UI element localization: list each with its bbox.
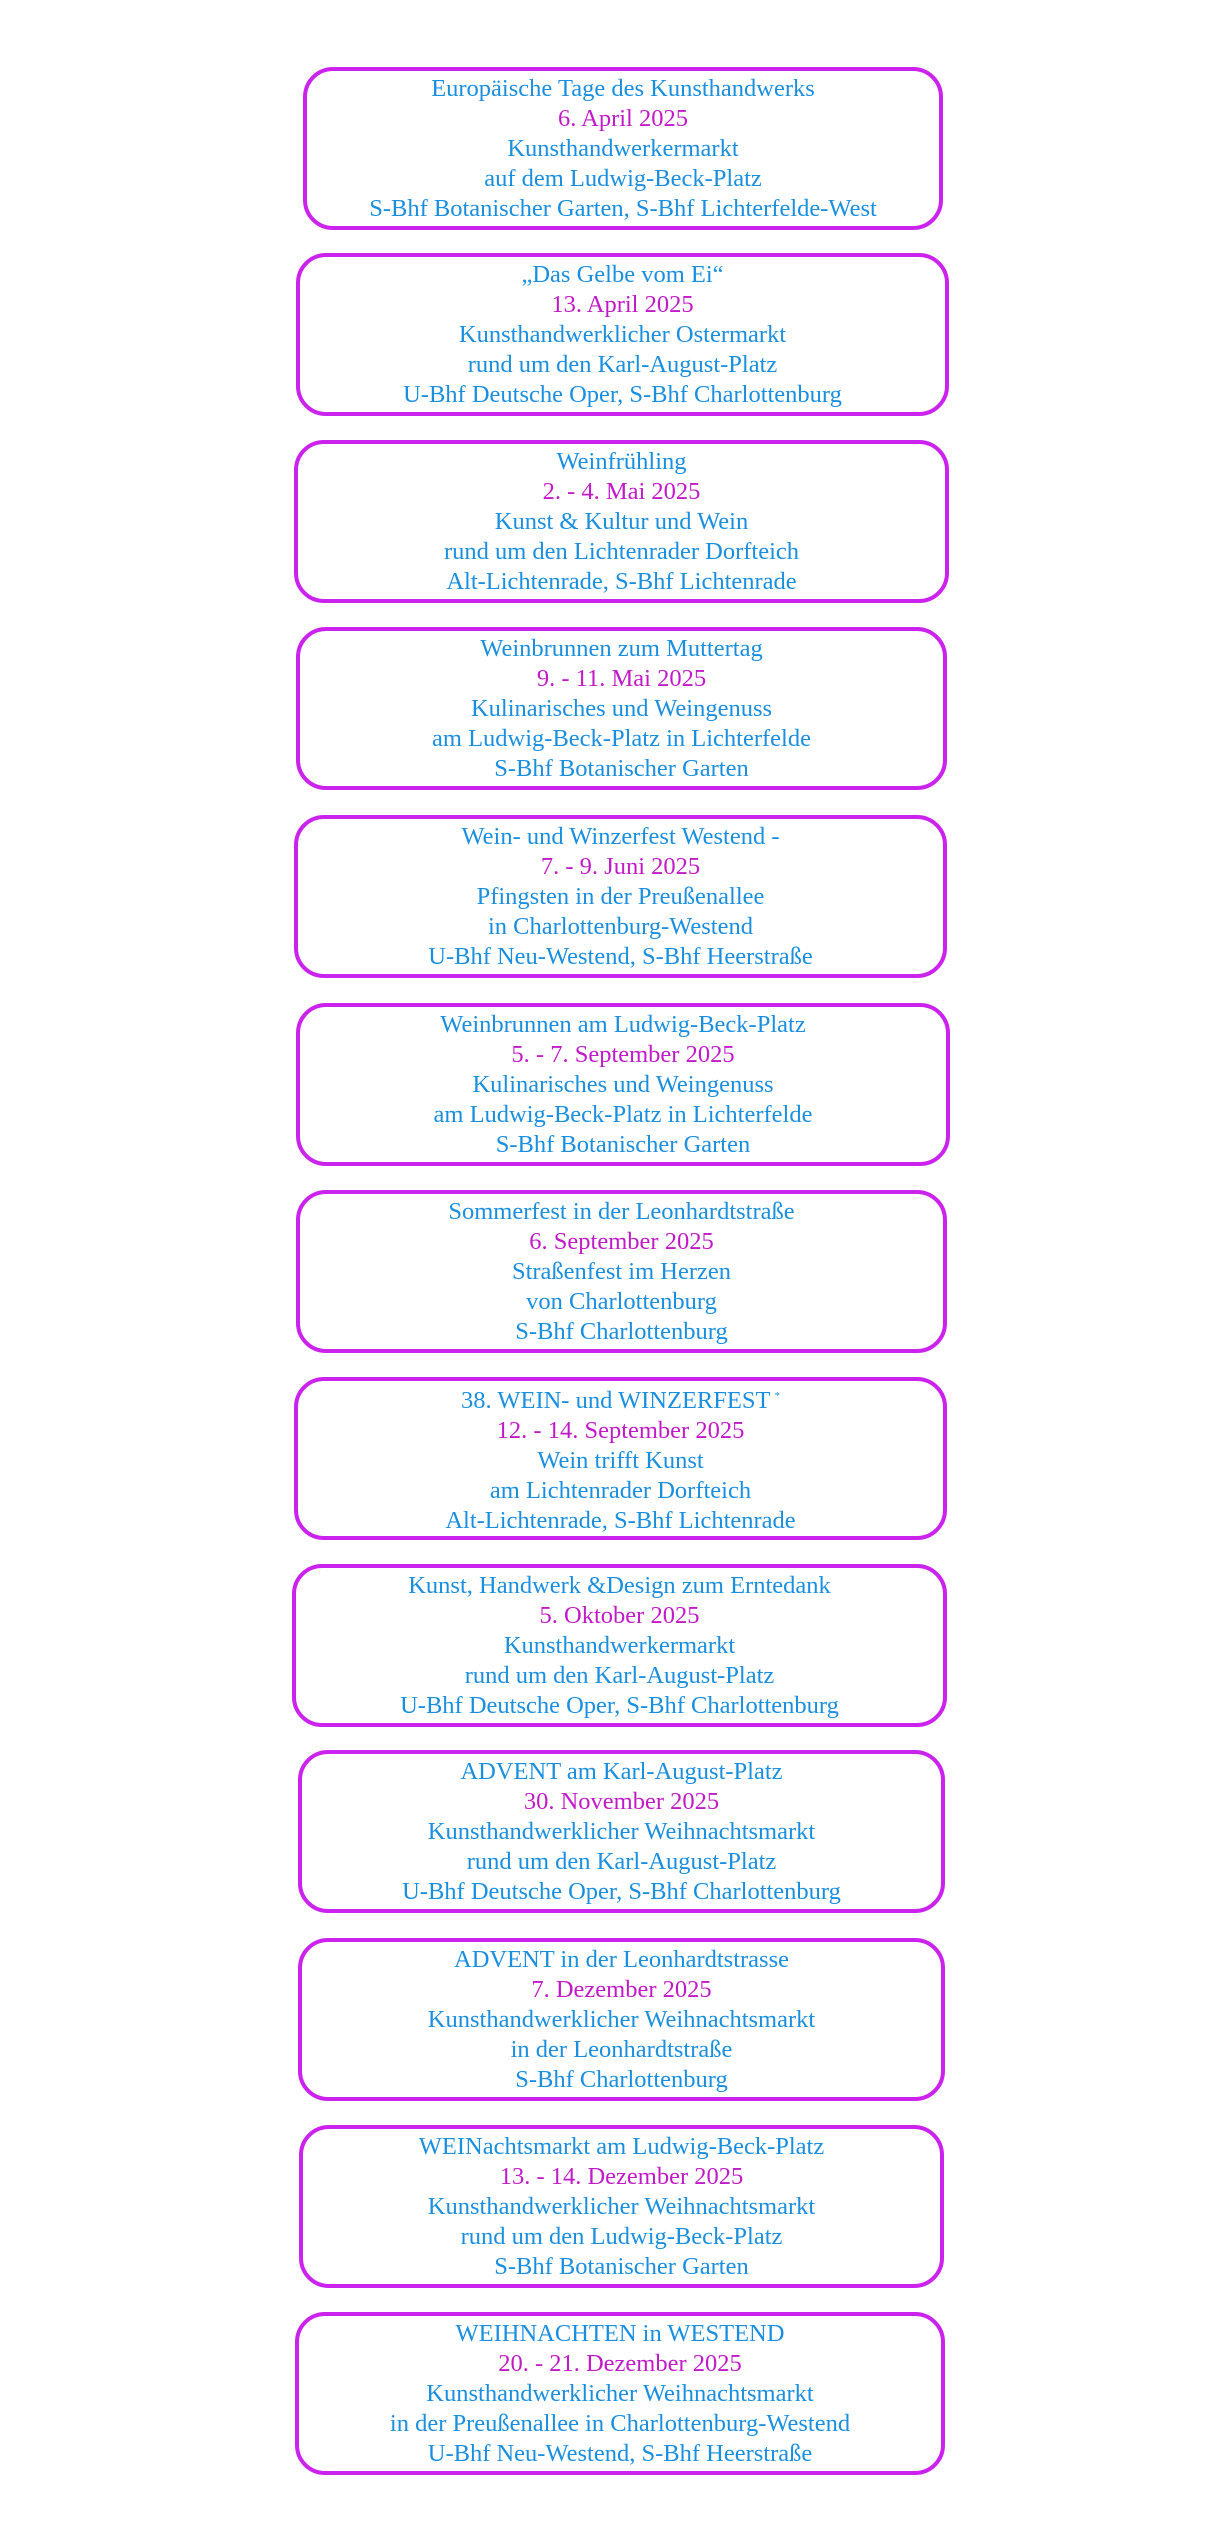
- event-date: 20. - 21. Dezember 2025: [498, 2349, 742, 2377]
- event-title: ADVENT in der Leonhardtstrasse: [454, 1945, 789, 1973]
- event-transit: Alt-Lichtenrade, S-Bhf Lichtenrade: [446, 567, 797, 595]
- event-location: rund um den Ludwig-Beck-Platz: [460, 2222, 783, 2250]
- event-location: in Charlottenburg-Westend: [488, 912, 753, 940]
- event-location: rund um den Lichtenrader Dorfteich: [443, 537, 800, 565]
- event-date: 13. April 2025: [551, 290, 694, 318]
- event-description: Kunsthandwerklicher Weihnachtsmarkt: [427, 2192, 816, 2220]
- event-date: 30. November 2025: [523, 1787, 720, 1815]
- event-description: Kunsthandwerklicher Weihnachtsmarkt: [427, 1817, 816, 1845]
- event-transit: S-Bhf Botanischer Garten: [495, 1130, 751, 1158]
- event-location: in der Leonhardtstraße: [510, 2035, 733, 2063]
- event-card-weihnachten-westend: [295, 2312, 945, 2475]
- event-date: 9. - 11. Mai 2025: [536, 664, 707, 692]
- event-date: 13. - 14. Dezember 2025: [499, 2162, 744, 2190]
- event-card-advent-leonhardt: [298, 1938, 945, 2101]
- event-date: 6. September 2025: [529, 1227, 714, 1255]
- event-description: Kunsthandwerklicher Ostermarkt: [458, 320, 787, 348]
- event-title: WEIHNACHTEN in WESTEND: [455, 2319, 785, 2347]
- event-transit: S-Bhf Botanischer Garten, S-Bhf Lichterfelde-West: [369, 194, 877, 222]
- event-title: Sommerfest in der Leonhardtstraße: [448, 1197, 795, 1225]
- event-transit: S-Bhf Botanischer Garten: [494, 2252, 749, 2280]
- event-transit: U-Bhf Neu-Westend, S-Bhf Heerstraße: [428, 942, 813, 970]
- event-transit: U-Bhf Neu-Westend, S-Bhf Heerstraße: [427, 2439, 813, 2467]
- event-description: Kunsthandwerkermarkt: [503, 1631, 736, 1659]
- event-date: 7. Dezember 2025: [531, 1975, 712, 2003]
- event-transit: S-Bhf Charlottenburg: [515, 2065, 728, 2093]
- event-transit: S-Bhf Botanischer Garten: [494, 754, 749, 782]
- event-card-weinachtsmarkt: [299, 2125, 944, 2288]
- event-location: auf dem Ludwig-Beck-Platz: [484, 164, 762, 192]
- event-card-wein-winzerfest-38: [294, 1377, 947, 1540]
- event-location: am Lichtenrader Dorfteich: [489, 1477, 752, 1505]
- event-description: Kunsthandwerkermarkt: [507, 134, 739, 162]
- event-transit: U-Bhf Deutsche Oper, S-Bhf Charlottenburg: [402, 1877, 841, 1905]
- event-transit: Alt-Lichtenrade, S-Bhf Lichtenrade: [445, 1507, 796, 1535]
- event-card-sommerfest: [296, 1190, 947, 1353]
- event-location: rund um den Karl-August-Platz: [466, 1847, 777, 1875]
- event-date: 7. - 9. Juni 2025: [540, 852, 701, 880]
- event-transit: S-Bhf Charlottenburg: [515, 1317, 728, 1345]
- event-card-weinfruehling: [294, 440, 949, 603]
- event-date: 5. - 7. September 2025: [511, 1040, 735, 1068]
- event-location: rund um den Karl-August-Platz: [467, 350, 778, 378]
- event-description: Kulinarisches und Weingenuss: [470, 694, 773, 722]
- event-description: Kulinarisches und Weingenuss: [472, 1070, 774, 1098]
- event-description: Straßenfest im Herzen: [511, 1257, 732, 1285]
- event-description: Kunst & Kultur und Wein: [494, 507, 749, 535]
- event-location: in der Preußenallee in Charlottenburg-Westend: [389, 2409, 851, 2437]
- event-location: am Ludwig-Beck-Platz in Lichterfelde: [433, 1100, 813, 1128]
- event-transit: U-Bhf Deutsche Oper, S-Bhf Charlottenburg: [403, 380, 842, 408]
- event-transit: U-Bhf Deutsche Oper, S-Bhf Charlottenburg: [400, 1691, 839, 1719]
- event-title: WEINachtsmarkt am Ludwig-Beck-Platz: [418, 2132, 825, 2160]
- event-date: 2. - 4. Mai 2025: [542, 477, 701, 505]
- event-card-winzerfest-westend: [294, 815, 947, 978]
- event-description: Wein trifft Kunst: [537, 1447, 704, 1475]
- event-title: Weinbrunnen zum Muttertag: [480, 634, 763, 662]
- event-description: Kunsthandwerklicher Weihnachtsmarkt: [427, 2005, 816, 2033]
- event-description: Pfingsten in der Preußenallee: [476, 882, 765, 910]
- event-title: Weinbrunnen am Ludwig-Beck-Platz: [440, 1010, 806, 1038]
- event-title: Wein- und Winzerfest Westend -: [461, 822, 780, 850]
- event-description: Kunsthandwerklicher Weihnachtsmarkt: [426, 2379, 814, 2407]
- event-title: Weinfrühling: [556, 447, 687, 475]
- event-date: 6. April 2025: [558, 104, 688, 132]
- event-card-erntedank: [292, 1564, 947, 1727]
- event-title: Europäische Tage des Kunsthandwerks: [431, 74, 815, 102]
- event-title-text: 38. WEIN- und WINZERFEST: [461, 1387, 771, 1415]
- event-title: [461, 1381, 780, 1416]
- event-title-mark: *: [774, 1389, 780, 1402]
- event-location: rund um den Karl-August-Platz: [464, 1661, 775, 1689]
- event-date: 5. Oktober 2025: [539, 1601, 700, 1629]
- event-title: „Das Gelbe vom Ei“: [521, 260, 724, 288]
- event-card-gelbe-vom-ei: [296, 253, 949, 416]
- event-location: von Charlottenburg: [526, 1287, 717, 1315]
- event-card-kunsthandwerkstage: [303, 67, 943, 230]
- event-date: 12. - 14. September 2025: [496, 1417, 745, 1445]
- event-location: am Ludwig-Beck-Platz in Lichterfelde: [432, 724, 811, 752]
- event-card-weinbrunnen-muttertag: [296, 627, 947, 790]
- event-card-weinbrunnen-september: [296, 1003, 950, 1166]
- event-title: Kunst, Handwerk &Design zum Erntedank: [408, 1571, 831, 1599]
- event-title: ADVENT am Karl-August-Platz: [460, 1757, 783, 1785]
- event-card-advent-karl-august: [298, 1750, 945, 1913]
